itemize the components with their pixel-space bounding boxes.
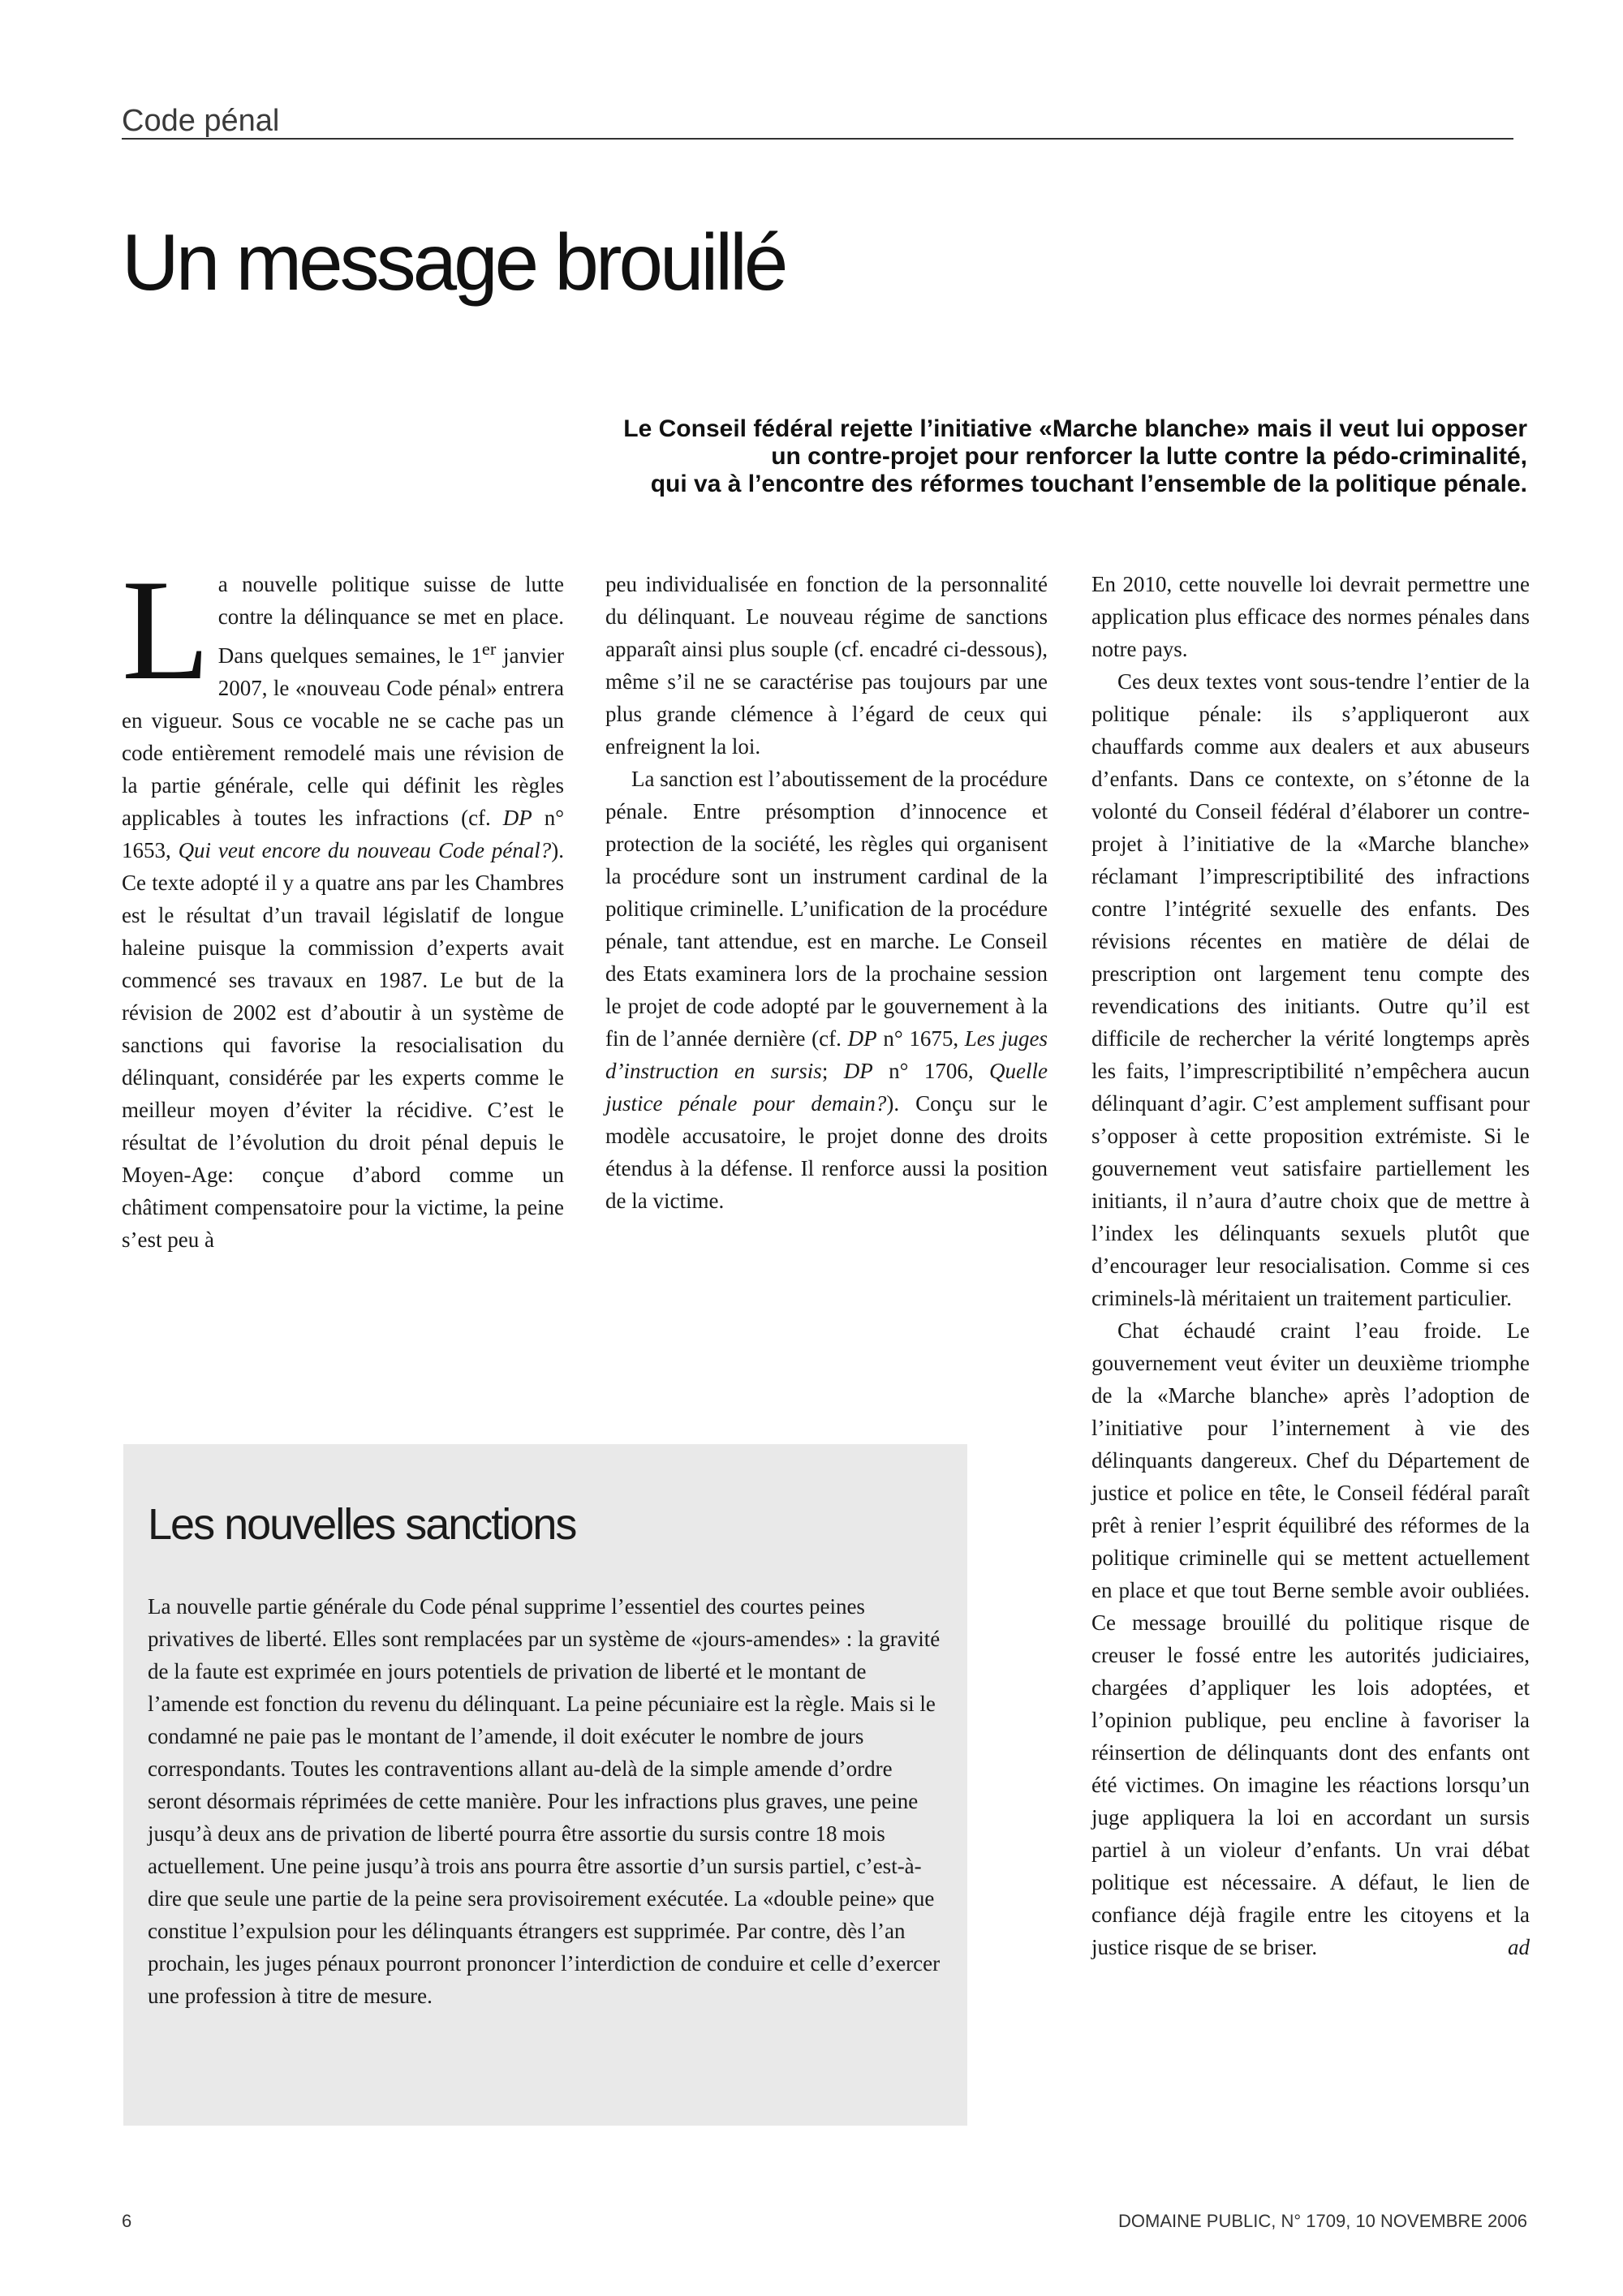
text-run: n° 1706,	[872, 1059, 989, 1083]
page-number: 6	[122, 2211, 132, 2231]
text-run: n° 1653,	[122, 806, 564, 862]
paragraph: Ces deux textes vont sous-tendre l’entier de la politique pénale: ils s’appliqueront aux chauffards comme aux dealers et aux abuseurs d’enfants. Dans ce contexte, on s’étonne de la volonté du Conseil fédéral d’élaborer un contre-projet à l’initiative de la «Marche blanche» réclamant l’imprescriptibilité des infractions contre l’intégrité sexuelle des enfants. Des révisions récentes en matière de délai de prescription ont largement tenu compte des revendications des initiants. Outre qu’il est difficile de rechercher la vérité longtemps après les faits, l’imprescriptibilité n’empêchera aucun délinquant d’agir. C’est amplement suffisant pour s’opposer à cette proposition extrémiste. Si le gouvernement veut satisfaire partiellement les initiants, il n’aura d’autre choix que de mettre à l’index les délinquants sexuels plutôt que d’encourager leur resocialisation. Comme si ces criminels-là méritaient un traitement particulier.	[1091, 669, 1530, 1310]
author-signature: ad	[1508, 1935, 1530, 1959]
paragraph	[122, 549, 565, 1256]
publication-info: DOMAINE PUBLIC, N° 1709, 10 NOVEMBRE 2006	[1118, 2211, 1527, 2231]
text-run: ). Ce texte adopté il y a quatre ans par les Chambres est le résultat d’un travail législatif de longue haleine puisque la commission d’experts avait commencé ses travaux en 1987. Le but de la révision de 2002 est d’aboutir à un système de sanctions qui favorise la resocialisation du délinquant, considérée par les experts comme le meilleur moyen d’éviter la récidive. C’est le résultat de l’évolution du droit pénal depuis le Moyen-Age: conçue d’abord comme un châtiment compensatoire pour la victime, la peine s’est peu à	[122, 838, 565, 1252]
sidebar-box	[123, 1444, 967, 2126]
reference-title: Qui veut encore du nouveau Code pénal?	[178, 838, 552, 862]
article-title: Un message brouillé	[122, 217, 786, 307]
section-label: Code pénal	[122, 104, 1513, 140]
reference-title: Les juges d’instruction en sursis	[605, 1026, 1048, 1083]
text-run: ;	[821, 1059, 844, 1083]
text-run: ). Conçu sur le modèle accusatoire, le projet donne des droits étendus à la défense. Il renforce aussi la position de la victime.	[605, 1091, 1048, 1213]
lead-line-2: un contre-projet pour renforcer la lutte contre la pédo-criminalité,	[771, 443, 1527, 470]
paragraph	[605, 763, 1048, 1217]
article-column-2	[605, 568, 1048, 1217]
text-run: janvier 2007, le «nouveau Code pénal» entrera en vigueur. Sous ce vocable ne se cache pas un code entièrement remodelé mais une révision de la partie générale, celle qui définit les règles applicables à toutes les infractions (cf.	[122, 643, 565, 830]
paragraph: peu individualisée en fonction de la personnalité du délinquant. Le nouveau régime de sanctions apparaît ainsi plus souple (cf. encadré ci-dessous), même s’il ne se caractérise pas toujours par une plus grande clémence à l’égard de ceux qui enfreignent la loi.	[605, 572, 1048, 759]
text-run: La sanction est l’aboutissement de la procédure pénale. Entre présomption d’innocence et protection de la société, les règles qui organisent la procédure sont un instrument cardinal de la politique criminelle. L’unification de la procédure pénale, tant attendue, est en marche. Le Conseil des Etats examinera lors de la prochaine session le projet de code adopté par le gouvernement à la fin de l’année dernière (cf.	[605, 767, 1048, 1051]
lead-line-1: Le Conseil fédéral rejette l’initiative «Marche blanche» mais il veut lui opposer	[623, 415, 1527, 442]
paragraph	[1091, 1314, 1530, 1963]
sidebar-title: Les nouvelles sanctions	[148, 1500, 576, 1549]
reference: DP	[847, 1026, 877, 1051]
text-run: Chat échaudé craint l’eau froide. Le gouvernement veut éviter un deuxième triomphe de la «Marche blanche» après l’adoption de l’initiative pour l’internement à vie des délinquants dangereux. Chef du Département de justice et police en tête, le Conseil fédéral paraît prêt à renier l’esprit équilibré des réformes de la politique criminelle qui se mettent actuellement en place et que tout Berne semble avoir oubliées. Ce message brouillé du politique risque de creuser le fossé entre les autorités judiciaires, chargées d’appliquer les lois adoptées, et l’opinion publique, peu encline à favoriser la réinsertion de délinquants dont des enfants ont été victimes. On imagine les réactions lorsqu’un juge appliquera la loi en accordant un sursis partiel à un violeur d’enfants. Un vrai débat politique est nécessaire. A défaut, le lien de confiance déjà fragile entre les citoyens et la justice risque de se briser.	[1091, 1318, 1530, 1959]
reference: DP	[502, 806, 532, 830]
reference: DP	[843, 1059, 873, 1083]
text-run: n° 1675,	[876, 1026, 965, 1051]
article-lead	[310, 415, 1527, 498]
drop-cap: L	[122, 549, 210, 710]
sidebar-body: La nouvelle partie générale du Code pénal supprime l’essentiel des courtes peines privatives de liberté. Elles sont remplacées par un système de «jours-amendes» : la gravité de la faute est exprimée en jours potentiels de privation de liberté et le montant de l’amende est fonction du revenu du délinquant. La peine pécuniaire est la règle. Mais si le condamné ne paie pas le montant de l’amende, il doit exécuter le nombre de jours correspondants. Toutes les contraventions allant au-delà de la simple amende d’ordre seront désormais réprimées de cette manière. Pour les infractions plus graves, une peine jusqu’à deux ans de privation de liberté pourra être assortie du sursis contre 18 mois actuellement. Une peine jusqu’à trois ans pourra être assortie d’un sursis partiel, c’est-à-dire que seule une partie de la peine sera provisoirement exécutée. La «double peine» que constitue l’expulsion pour les délinquants étrangers est supprimée. Par contre, dès l’an prochain, les juges pénaux pourront prononcer l’interdiction de conduire et celle d’exercer une profession à titre de mesure.	[148, 1594, 941, 2008]
reference-title: Quelle justice pénale pour demain?	[605, 1059, 1048, 1116]
superscript: er	[481, 638, 497, 659]
article-column-1	[122, 549, 565, 1256]
text-run: a nouvelle politique suisse de lutte contre la délinquance se met en place. Dans quelques semaines, le 1	[217, 572, 564, 668]
lead-line-3: qui va à l’encontre des réformes touchant l’ensemble de la politique pénale.	[650, 471, 1527, 497]
article-column-3	[1091, 568, 1530, 1963]
paragraph: En 2010, cette nouvelle loi devrait permettre une application plus efficace des normes pénales dans notre pays.	[1091, 572, 1530, 661]
